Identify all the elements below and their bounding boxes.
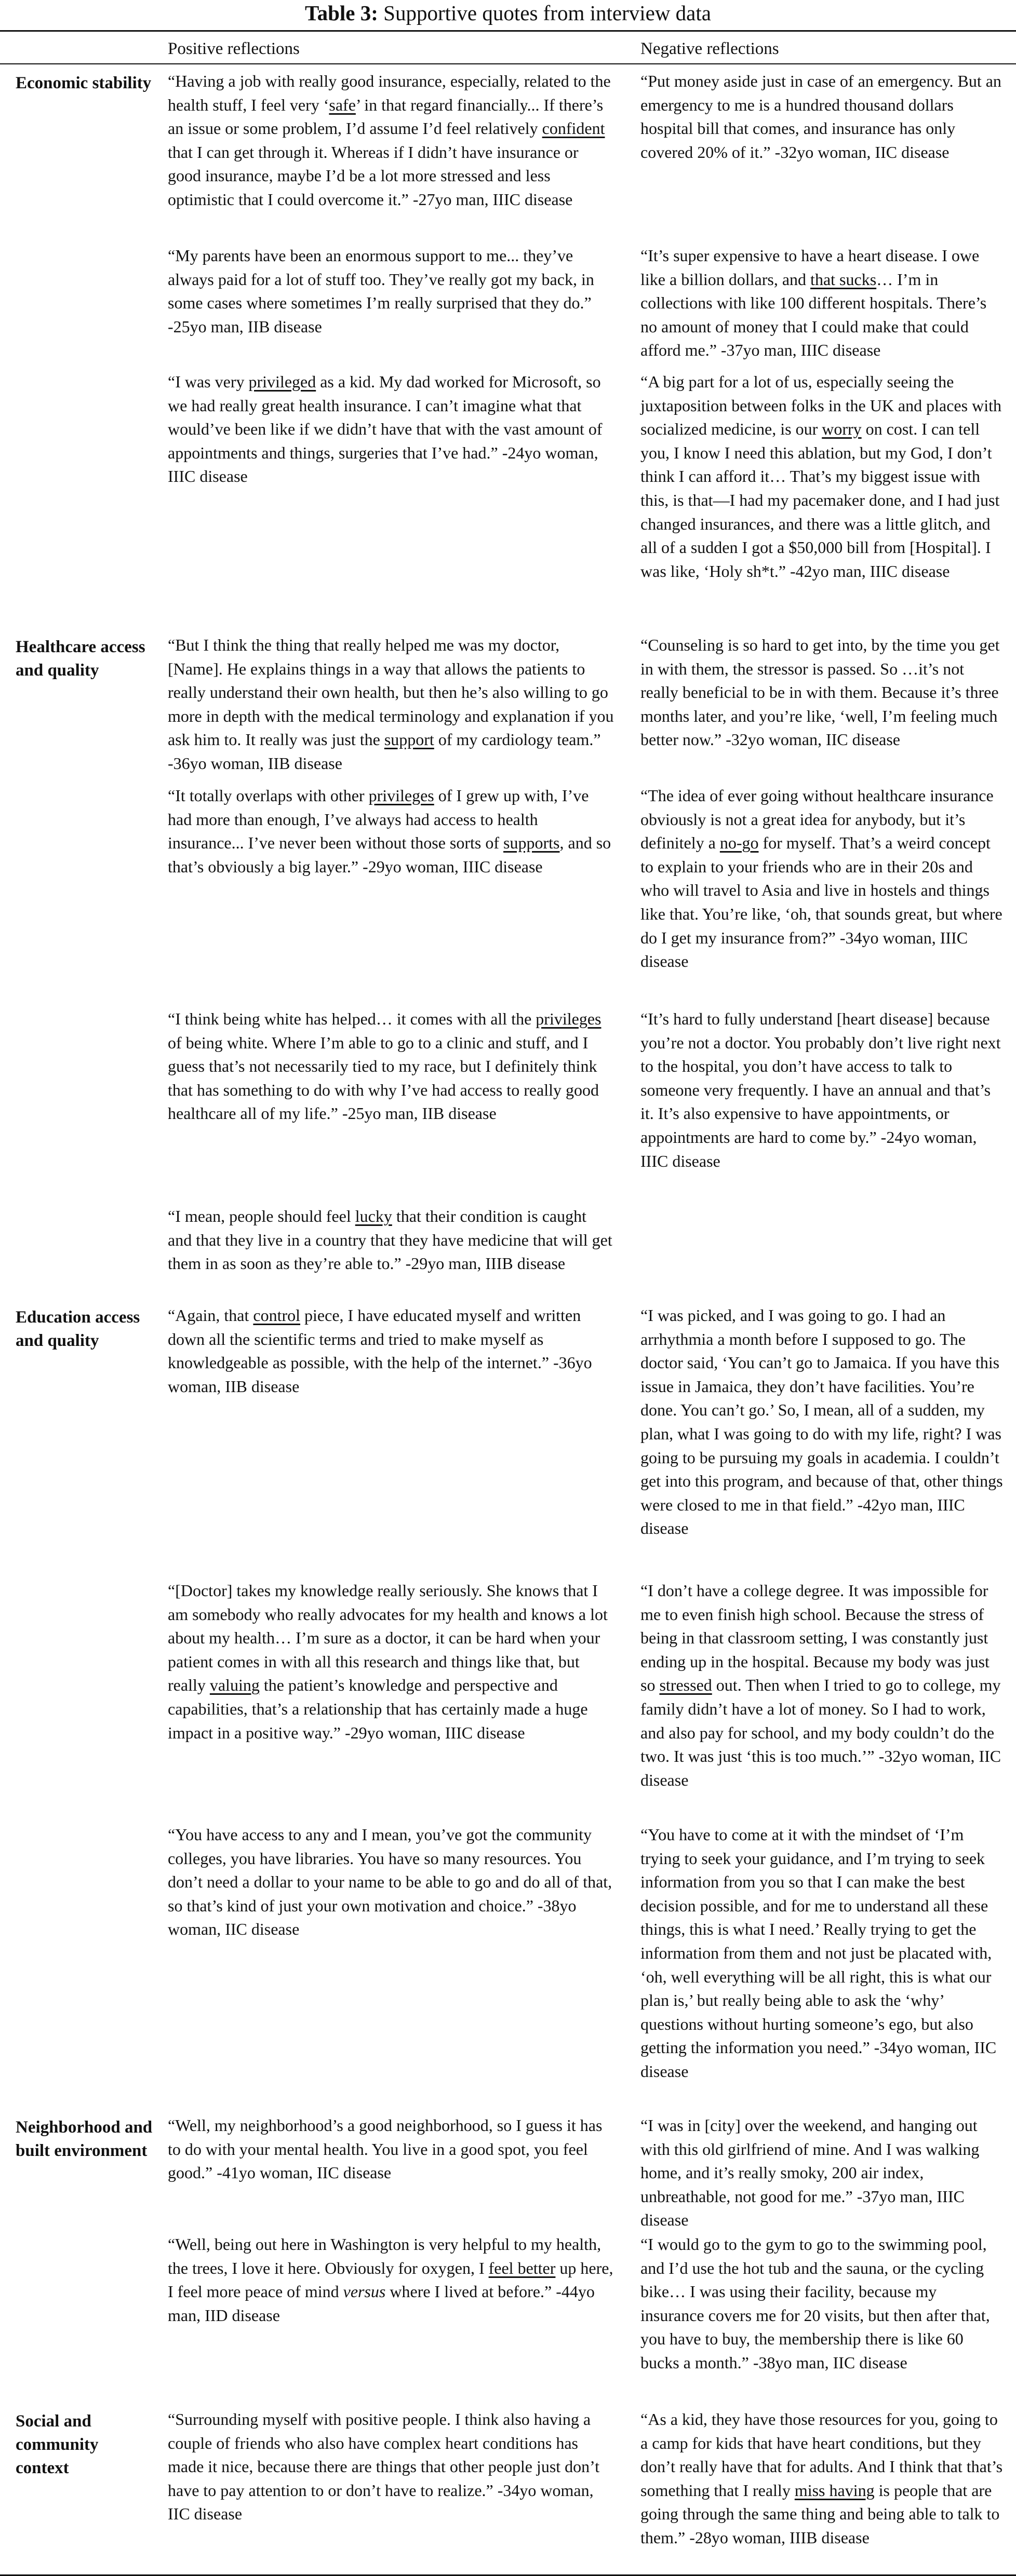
emphasized-term: privileges: [536, 1009, 601, 1028]
quote-positive: “I think being white has helped… it comes with all the privileges of being white. Where I’m able to go to a clinic and stuff, and I guess that’s not necessarily tied to my race, but I definitely think that has something to do with why I’ve had access to really good healthcare all of my life.” -25yo man, IIB disease: [168, 1009, 601, 1123]
quote-positive: “I was very privileged as a kid. My dad worked for Microsoft, so we had really great health insurance. I can’t imagine what that would’ve been like if we didn’t have that with the vast amount of appointments and things, surgeries that I’ve had.” -24yo woman, IIIC disease: [168, 372, 603, 486]
header-rule: [0, 63, 1016, 64]
quote-negative: “The idea of ever going without healthcare insurance obviously is not a great idea for anybody, but it’s definitely a no-go for myself. That’s a weird concept to explain to your friends who are in their 20s and who will travel to Asia and live in hostels and things like that. You’re like, ‘oh, that sounds great, but where do I get my insurance from?” -34yo woman, IIIC disease: [640, 786, 1002, 971]
emphasized-term: valuing: [209, 1676, 260, 1695]
top-rule: [0, 30, 1016, 32]
quote-negative: “I was in [city] over the weekend, and hanging out with this old girlfriend of mine. And I was walking home, and it’s really smoky, 200 air index, unbreathable, not good for me.” -37yo man, IIIC disease: [640, 2116, 980, 2230]
quote-negative: “It’s super expensive to have a heart disease. I owe like a billion dollars, and that sucks… I’m in collections with like 100 different hospitals. There’s no amount of money that I could make that could afford me.” -37yo man, IIIC disease: [640, 246, 987, 360]
emphasized-term: no-go: [719, 833, 759, 853]
table-title: [0, 0, 1016, 26]
emphasized-term: confident: [542, 119, 605, 138]
quote-negative: “As a kid, they have those resources for you, going to a camp for kids that have heart conditions, but they don’t really have that for adults. And I think that that’s something that I really miss having is people that are going through the same thing and being able to talk to them.” -28yo woman, IIIB disease: [640, 2410, 1003, 2547]
quote-negative: “It’s hard to fully understand [heart disease] because you’re not a doctor. You probably don’t live right next to the hospital, you don’t have access to talk to someone very frequently. I have an annual and that’s it. It’s also expensive to have appointments, or appointments are hard to come by.” -24yo woman, IIIC disease: [640, 1009, 1001, 1170]
header-negative: Negative reflections: [640, 39, 779, 58]
quote-positive: “[Doctor] takes my knowledge really seriously. She knows that I am somebody who really advocates for my health and knows a lot about my health… I’m sure as a doctor, it can be hard when your patient comes in with all this research and things like that, but really valuing the patient’s knowledge and perspective and capabilities, that’s a relationship that has certainly made a huge impact in a positive way.” -29yo woman, IIIC disease: [168, 1581, 608, 1742]
table-label: Table 3:: [305, 1, 378, 25]
category-economic-stability: Economic stability: [16, 74, 152, 92]
emphasized-term: miss having: [794, 2480, 875, 2500]
emphasized-term: feel better: [488, 2258, 556, 2277]
emphasized-term: privileged: [248, 372, 316, 391]
emphasized-term: privileges: [368, 786, 434, 805]
emphasized-term: that sucks: [810, 269, 877, 289]
emphasized-term: support: [384, 730, 434, 749]
emphasized-term: lucky: [355, 1207, 392, 1225]
quote-positive: “Again, that control piece, I have educated myself and written down all the scientific terms and tried to make myself as knowledgeable as possible, with the help of the internet.” -36yo woman, IIB disease: [168, 1306, 592, 1396]
emphasized-term: worry: [822, 420, 862, 439]
quote-positive: “Surrounding myself with positive people. I think also having a couple of friends who also have complex heart conditions has made it nice, because there are things that other people just don’t have to pay attention to or don’t have to realize.” -34yo woman, IIC disease: [168, 2410, 600, 2524]
quote-positive: “It totally overlaps with other privileges of I grew up with, I’ve had more than enough, I’ve always had access to health insurance... I’ve never been without those sorts of supports, and so that’s obviously a big layer.” -29yo woman, IIIC disease: [168, 786, 611, 876]
header-positive: Positive reflections: [168, 39, 300, 58]
emphasized-term: control: [253, 1306, 301, 1325]
quote-negative: “Counseling is so hard to get into, by the time you get in with them, the stressor is passed. So …it’s not really beneficial to be in with them. Because it’s three months later, and you’re like, ‘well, I’m feeling much better now.” -32yo woman, IIC disease: [640, 636, 1000, 749]
quote-positive: “Well, my neighborhood’s a good neighborhood, so I guess it has to do with your mental health. You live in a good spot, you feel good.” -41yo woman, IIC disease: [168, 2116, 603, 2182]
emphasized-term: stressed: [659, 1676, 712, 1695]
quote-positive: “Having a job with really good insurance, especially, related to the health stuff, I feel very ‘safe’ in that regard financially... If there’s an issue or some problem, I’d assume I’d feel relatively confident that I can get through it. Whereas if I didn’t have insurance or good insurance, maybe I’d be a lot more stressed and less optimistic that I could overcome it.” -27yo man, IIIC disease: [168, 72, 611, 209]
quote-positive: “But I think the thing that really helped me was my doctor, [Name]. He explains things in a way that allows the patients to really understand their own health, but then he’s also willing to go more in depth with the medical terminology and explanation if you ask him to. It really was just the support of my cardiology team.” -36yo woman, IIB disease: [168, 636, 614, 773]
quote-positive: “You have access to any and I mean, you’ve got the community colleges, you have libraries. You have so many resources. You don’t need a dollar to your name to be able to go and do all of that, so that’s kind of just your own motivation and choice.” -38yo woman, IIC disease: [168, 1825, 612, 1939]
italic-term: versus: [343, 2282, 386, 2301]
quote-negative: “Put money aside just in case of an emergency. But an emergency to me is a hundred thousand dollars hospital bill that comes, and insurance has only covered 20% of it.” -32yo woman, IIC disease: [640, 72, 1001, 161]
emphasized-term: supports: [503, 833, 560, 853]
quote-negative: “I would go to the gym to go to the swimming pool, and I’d use the hot tub and the sauna, or the cycling bike… I was using their facility, because my insurance covers me for 20 visits, but then after that, you have to buy, the membership there is like 60 bucks a month.” -38yo man, IIC disease: [640, 2235, 990, 2372]
category-neighborhood: Neighborhood and built environment: [16, 2118, 153, 2160]
category-social-community: Social and community context: [16, 2412, 99, 2477]
table-caption: Supportive quotes from interview data: [383, 1, 711, 25]
quote-negative: “I don’t have a college degree. It was impossible for me to even finish high school. Because the stress of being in that classroom setting, I was constantly just ending up in the hospital. Because my body was just so stressed out. Then when I tried to go to college, my family didn’t have a lot of money. So I had to work, and also pay for school, and my body couldn’t do the two. It was just ‘this is too much.’” -32yo woman, IIC disease: [640, 1581, 1001, 1789]
quote-positive: “My parents have been an enormous support to me... they’ve always paid for a lot of stuff too. They’ve really got my back, in some cases where sometimes I’m really surprised that they do.” -25yo man, IIB disease: [168, 246, 594, 336]
category-healthcare-access: Healthcare access and quality: [16, 638, 145, 680]
category-education-access: Education access and quality: [16, 1308, 140, 1350]
emphasized-term: safe: [329, 95, 356, 114]
quote-negative: “I was picked, and I was going to go. I had an arrhythmia a month before I supposed to go. The doctor said, ‘You can’t go to Jamaica. If you have this issue in Jamaica, they don’t have facilities. You’re done. You can’t go.’ So, I mean, all of a sudden, my plan, what I was going to do with my life, right? I was going to be pursuing my goals in academia. I couldn’t get into this program, and because of that, other things were closed to me in that field.” -42yo man, IIIC disease: [640, 1306, 1003, 1538]
quote-negative: “You have to come at it with the mindset of ‘I’m trying to seek your guidance, and I’m trying to seek information from you so that I can make the best decision possible, and for me to understand all these things, this is what I need.’ Really trying to get the information from them and not just be placated with, ‘oh, well everything will be all right, this is what our plan is,’ but really being able to ask the ‘why’ questions without hurting someone’s ego, but also getting the information you need.” -34yo woman, IIC disease: [640, 1825, 997, 2081]
quote-positive: “Well, being out here in Washington is very helpful to my health, the trees, I love it here. Obviously for oxygen, I feel better up here, I feel more peace of mind versus where I lived at before.” -44yo man, IID disease: [168, 2235, 613, 2325]
quote-positive: “I mean, people should feel lucky that their condition is caught and that they live in a country that they have medicine that will get them in as soon as they’re able to.” -29yo man, IIIB disease: [168, 1207, 612, 1273]
quote-negative: “A big part for a lot of us, especially seeing the juxtaposition between folks in the UK and places with socialized medicine, is our worry on cost. I can tell you, I know I need this ablation, but my God, I don’t think I can afford it… That’s my biggest issue with this, is that—I had my pacemaker done, and I had just changed insurances, and there was a little glitch, and all of a sudden I got a $50,000 bill from [Hospital]. I was like, ‘Holy sh*t.” -42yo man, IIIC disease: [640, 372, 1001, 581]
